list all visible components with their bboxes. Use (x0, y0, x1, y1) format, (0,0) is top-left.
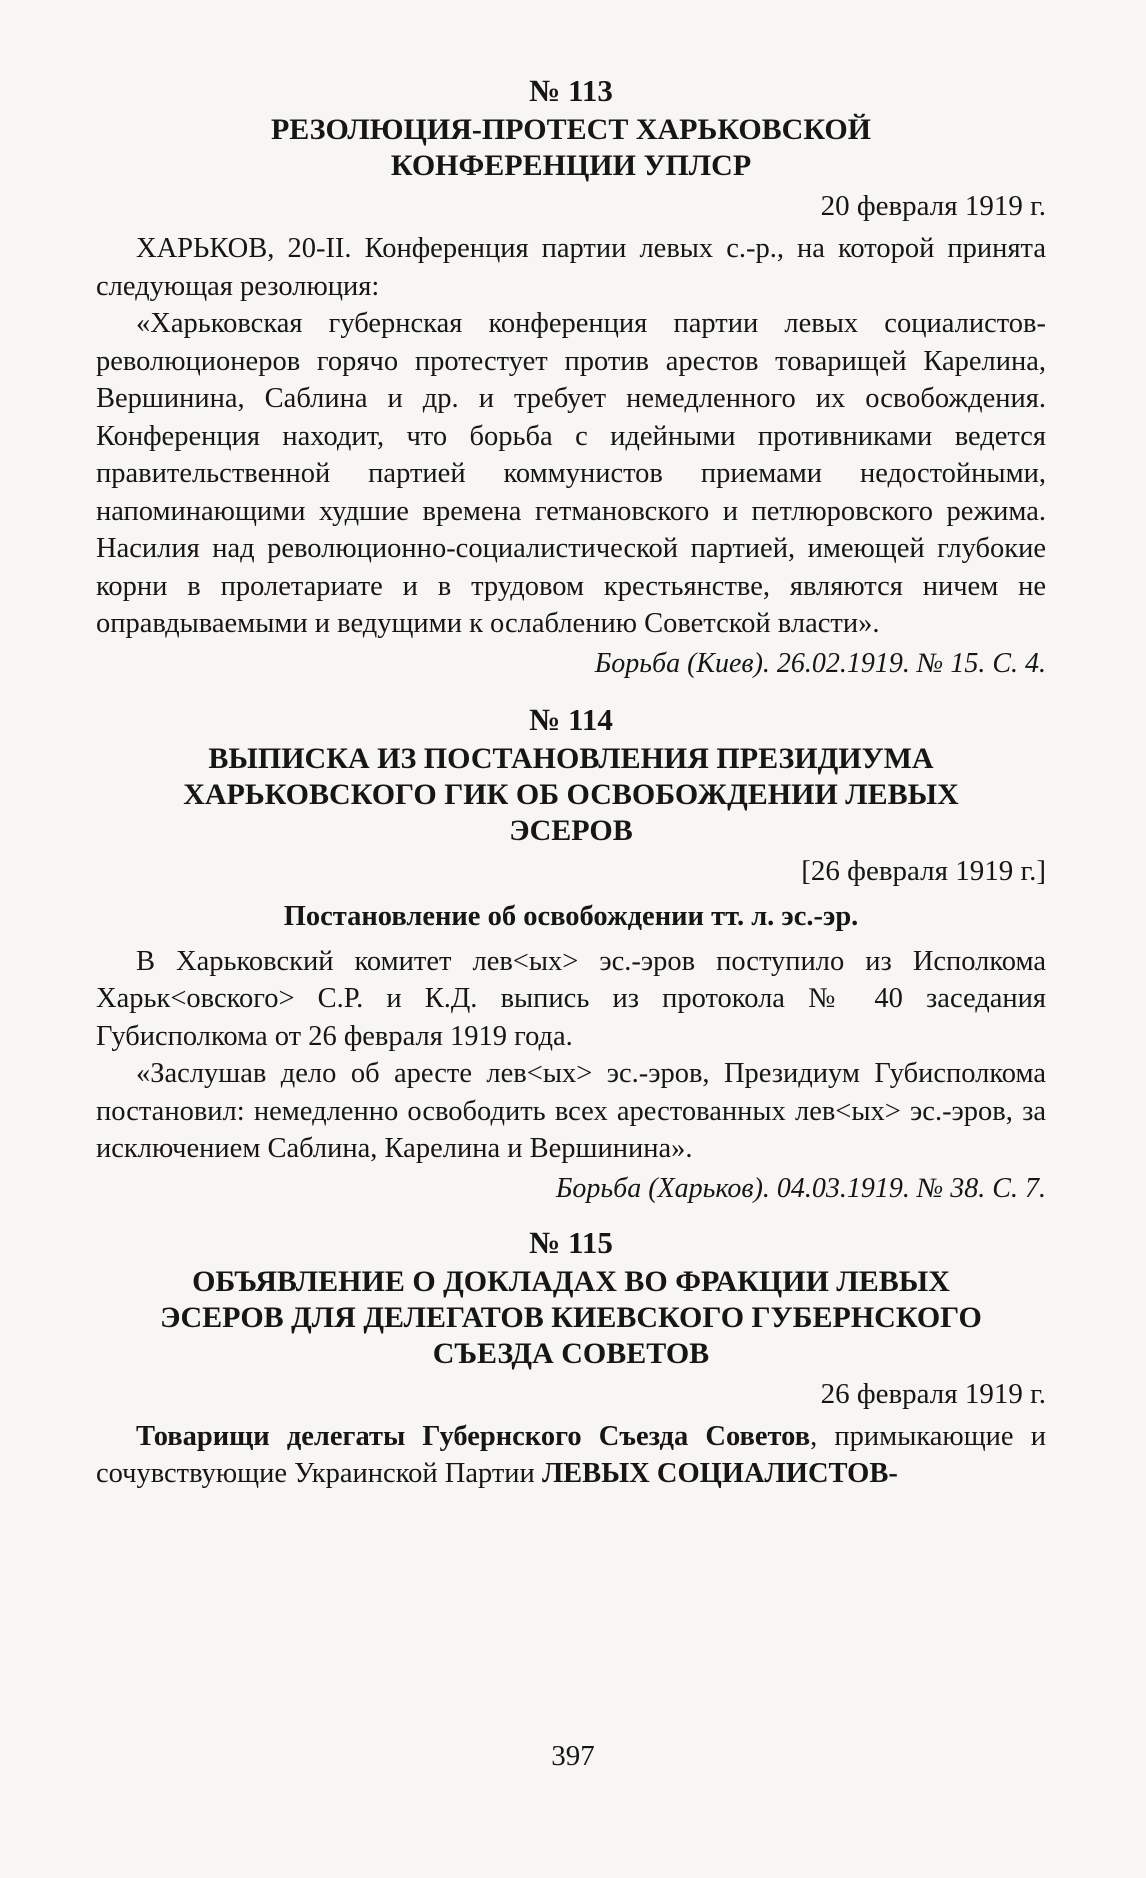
document-number: № 115 (529, 1224, 613, 1260)
title-line: ВЫПИСКА ИЗ ПОСТАНОВЛЕНИЯ ПРЕЗИДИУМА (208, 741, 934, 775)
title-line: ЭСЕРОВ ДЛЯ ДЕЛЕГАТОВ КИЕВСКОГО ГУБЕРНСКОГО (160, 1300, 982, 1334)
document-date: 26 февраля 1919 г. (820, 1377, 1046, 1410)
bold-text: Товарищи делегаты Губернского Съезда Советов (136, 1420, 811, 1452)
title-line: ХАРЬКОВСКОГО ГИК ОБ ОСВОБОЖДЕНИИ ЛЕВЫХ (183, 777, 959, 811)
document-title (96, 741, 1046, 849)
document-date: 20 февраля 1919 г. (820, 190, 1046, 222)
paragraph-text: , примыкающие и сочувствующие Украинской Партии (96, 1420, 1046, 1489)
title-line: КОНФЕРЕНЦИИ УПЛСР (390, 149, 752, 182)
title-line: ОБЪЯВЛЕНИЕ О ДОКЛАДАХ ВО ФРАКЦИИ ЛЕВЫХ (192, 1264, 950, 1298)
title-line: СЪЕЗДА СОВЕТОВ (432, 1336, 710, 1370)
paragraph: В Харьковский комитет лев<ых> эс.-эров поступило из Исполкома Харьк<овского> С.Р. и К.Д. выпись из протокола № 40 заседания Губисполкома от 26 февраля 1919 года. (96, 945, 1046, 1052)
title-line: РЕЗОЛЮЦИЯ-ПРОТЕСТ ХАРЬКОВСКОЙ (270, 113, 872, 146)
document-114 (96, 701, 1046, 1208)
document-title (96, 1264, 1046, 1372)
paragraph: «Заслушав дело об аресте лев<ых> эс.-эров, Президиум Губисполкома постановил: немедленно освободить всех арестованных лев<ых> эс.-эров, за исключением Саблина, Карелина и Вершинина». (96, 1058, 1046, 1164)
bold-text: ЛЕВЫХ СОЦИАЛИСТОВ- (541, 1458, 898, 1489)
paragraph (96, 1418, 1046, 1493)
document-date: [26 февраля 1919 г.] (801, 854, 1046, 887)
document-title (96, 112, 1046, 184)
document-number: № 113 (529, 73, 613, 108)
page-number: 397 (551, 1740, 595, 1772)
document-115 (96, 1224, 1046, 1493)
document-113 (96, 72, 1046, 683)
section-subheading: Постановление об освобождении тт. л. эс.-эр. (283, 900, 859, 932)
paragraph: ХАРЬКОВ, 20-II. Конференция партии левых с.-р., на которой принята следующая резолюция: (96, 233, 1046, 302)
source-citation: Борьба (Киев). 26.02.1919. № 15. С. 4. (594, 647, 1046, 679)
paragraph: «Харьковская губернская конференция партии левых социалистов-революционеров горячо протестует против арестов товарищей Карелина, Вершинина, Саблина и др. и требует немедленного их освобождения. Конференция находит, что борьба с идейными противниками ведется правительственной партией коммунистов приемами недостойными, напоминающими худшие времена гетмановского и петлюровского режима. Насилия над революционно-социалистической партией, имеющей глубокие корни в пролетариате и в трудовом крестьянстве, являются ничем не оправдываемыми и ведущими к ослаблению Советской власти». (96, 308, 1046, 639)
document-number: № 114 (529, 701, 613, 737)
title-line: ЭСЕРОВ (509, 813, 633, 847)
source-citation: Борьба (Харьков). 04.03.1919. № 38. С. 7. (555, 1172, 1046, 1204)
